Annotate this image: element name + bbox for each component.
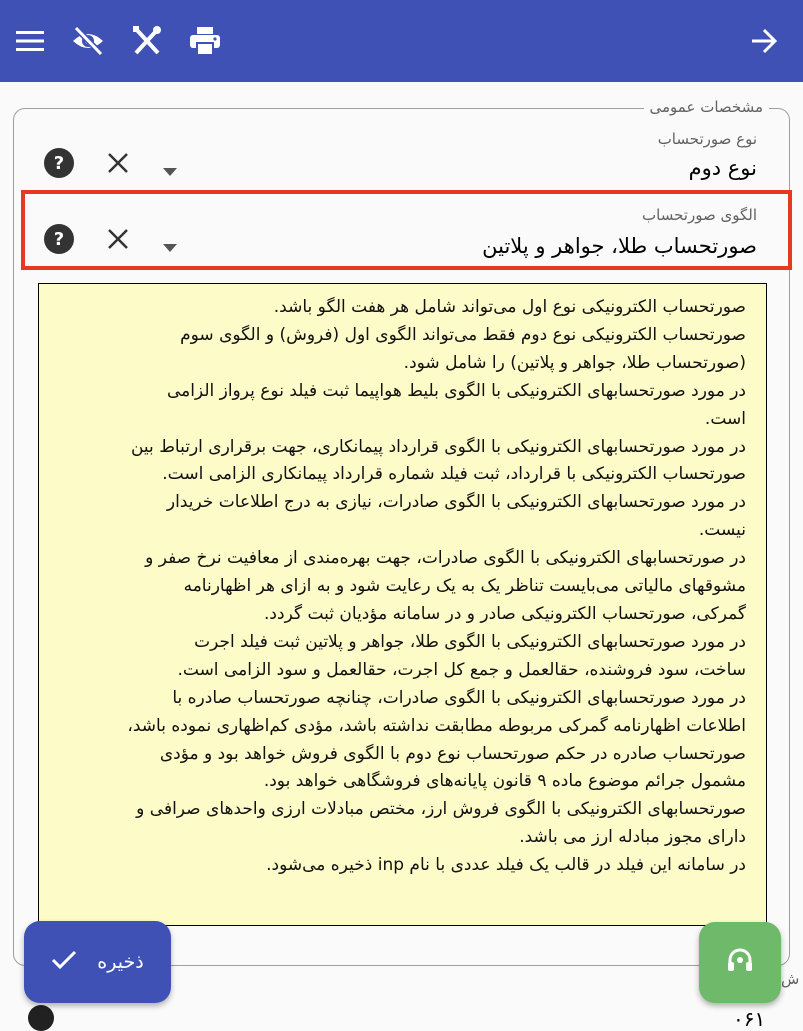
hint-line: است.	[704, 408, 746, 429]
headset-icon	[725, 946, 755, 980]
highlight-box	[21, 190, 792, 270]
hint-line: صورتحساب صادره در حکم صورتحساب نوع دوم با الگوی فروش خواهد بود و مؤدی	[159, 743, 746, 764]
hint-line: (صورتحساب طلا، جواهر و پلاتین) را شامل شود.	[403, 352, 746, 373]
fieldset-legend: مشخصات عمومی	[644, 98, 769, 116]
hint-line: در مورد صورتحسابهای الکترونیکی با الگوی بلیط هواپیما ثبت فیلد نوع پرواز الزامی	[166, 380, 746, 401]
hint-line: صورتحساب الکترونیکی با قرارداد، ثبت فیلد شماره قرارداد پیمانکاری الزامی است.	[162, 464, 746, 485]
hint-line: صورتحساب الکترونیکی نوع اول می‌تواند شامل هر هفت الگو باشد.	[273, 297, 746, 317]
next-field-value[interactable]: ۰۶۱	[733, 1007, 766, 1031]
save-button-label: ذخیره	[97, 951, 144, 973]
support-button[interactable]	[699, 922, 781, 1003]
next-field-label: ش	[781, 970, 800, 988]
hint-line: در مورد صورتحسابهای الکترونیکی با الگوی طلا، جواهر و پلاتین ثبت فیلد اجرت	[194, 631, 746, 652]
hint-line: صورتحسابهای الکترونیکی با الگوی فروش ارز، مختص مبادلات ارزی واحدهای صرافی و	[136, 799, 746, 820]
hint-line: در صورتحسابهای الکترونیکی با الگوی صادرات، جهت بهره‌مندی از معافیت نرخ صفر و	[145, 548, 746, 569]
hint-line: در مورد صورتحسابهای الکترونیکی با الگوی صادرات، چنانچه صورتحساب صادره با	[172, 687, 746, 708]
invoice-type-field[interactable]	[30, 128, 775, 190]
invoice-pattern-label: الگوی صورتحساب	[642, 206, 757, 224]
hint-line: گمرکی، صورتحساب الکترونیکی صادر و در سامانه مؤدیان ثبت گردد.	[264, 603, 746, 624]
clear-icon[interactable]	[104, 149, 132, 177]
invoice-type-value[interactable]: نوع دوم	[688, 156, 757, 180]
help-icon[interactable]	[28, 1005, 54, 1031]
check-icon	[51, 950, 77, 975]
tools-icon[interactable]	[130, 22, 164, 60]
hint-line: اطلاعات اظهارنامه گمرکی مربوطه مطابقت نداشته باشد، مؤدی کم‌اظهاری نموده باشد،	[127, 715, 746, 736]
hint-line: مشمول جرائم موضوع ماده ۹ قانون پایانه‌های فروشگاهی خواهد بود.	[263, 771, 746, 792]
hint-line: ساخت، سود فروشنده، حقالعمل و جمع کل اجرت، حقالعمل و سود الزامی است.	[177, 659, 746, 680]
hint-line: نیست.	[698, 520, 746, 541]
chevron-down-icon[interactable]	[160, 166, 180, 178]
arrow-forward-icon[interactable]	[747, 22, 781, 60]
save-button[interactable]	[24, 921, 171, 1003]
help-icon[interactable]	[43, 147, 75, 179]
menu-icon[interactable]	[13, 22, 47, 60]
hint-line: در مورد صورتحسابهای الکترونیکی با الگوی قرارداد پیمانکاری، جهت برقراری ارتباط بین	[130, 436, 746, 457]
hint-line: دارای مجوز مبادله ارز می باشد.	[519, 827, 746, 848]
hint-box	[38, 283, 767, 926]
eye-off-icon[interactable]	[71, 22, 105, 60]
top-app-bar	[0, 0, 803, 82]
print-icon[interactable]	[188, 22, 222, 60]
invoice-type-label: نوع صورتحساب	[657, 130, 757, 148]
hint-line: در سامانه این فیلد در قالب یک فیلد عددی با نام inp ذخیره می‌شود.	[266, 855, 746, 876]
hint-line: مشوقهای مالیاتی می‌بایست تناظر یک به یک رعایت شود و به ازای هر اظهارنامه	[183, 576, 746, 597]
hint-line: صورتحساب الکترونیکی نوع دوم فقط می‌تواند الگوی اول (فروش) و الگوی سوم	[180, 324, 746, 345]
svg-text:?: ?	[53, 153, 65, 174]
svg-text:?: ?	[53, 229, 65, 250]
hint-line: در مورد صورتحسابهای الکترونیکی با الگوی صادرات، نیازی به درج اطلاعات خریدار	[166, 492, 746, 513]
invoice-pattern-value[interactable]: صورتحساب طلا، جواهر و پلاتین	[482, 234, 757, 258]
